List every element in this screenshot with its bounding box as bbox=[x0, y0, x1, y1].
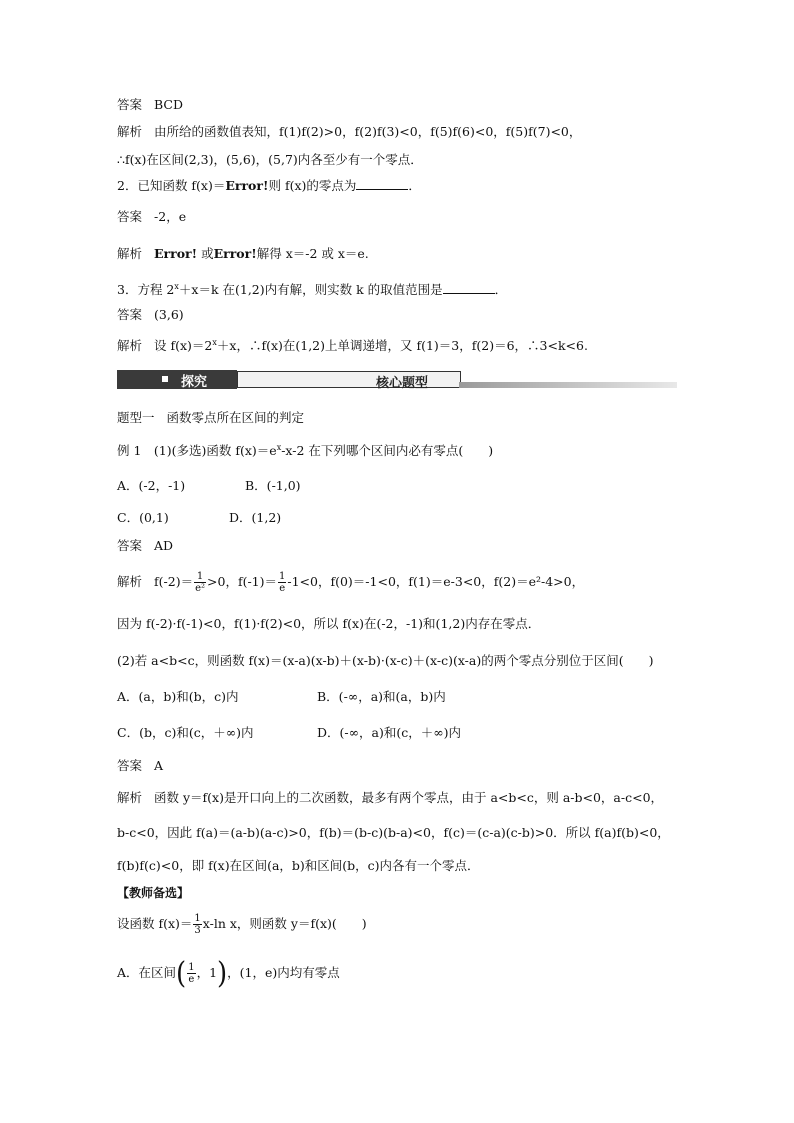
right-paren: ) bbox=[217, 956, 228, 991]
type-heading: 题型一 函数零点所在区间的判定 bbox=[117, 410, 305, 425]
question-3: 3．方程 $2^x+x=k$ 在(1,2)内有解，则实数 k 的取值范围是 ． bbox=[117, 282, 508, 298]
example-1-part2: (2)若 a<b<c，则函数 f(x)＝(x-a)(x-b)＋(x-b)·(x-c)＋(x-c)(x-a)的两个零点分别位于区间( ) bbox=[117, 653, 654, 668]
answer-3: 答案 (3,6) bbox=[117, 307, 184, 322]
section-banner bbox=[117, 370, 677, 389]
answer-5: 答案 A bbox=[117, 758, 164, 773]
answer-blank bbox=[443, 282, 495, 294]
explanation-2: 解析 Error! 或Error!解得 x＝-2 或 x＝e. bbox=[117, 246, 369, 261]
explanation-5: 解析 函数 y＝f(x)是开口向上的二次函数，最多有两个零点，由于 a<b<c，则 a-b<0，a-c<0， bbox=[117, 790, 664, 805]
explanation-4: 解析 f(-2)＝ $\frac{1}{\text{e²}}$ >0，f(-1)＝ $\frac{1}{e}$ -1<0，f(0)＝-1<0，f(1)＝e-3<0，f(2)＝e²-4>0， bbox=[117, 571, 585, 594]
option-D1: D．(1,2) bbox=[229, 510, 282, 525]
option-B1: B．(-1,0) bbox=[245, 478, 301, 493]
fraction: $\frac{1}{e}$ bbox=[188, 962, 195, 985]
banner-dark-tab bbox=[117, 370, 237, 389]
question-2: 2．已知函数 f(x)＝Error!则 f(x)的零点为 ． bbox=[117, 178, 421, 193]
answer-blank bbox=[356, 178, 408, 190]
option-C1: C．(0,1) bbox=[117, 510, 169, 525]
answer-4: 答案 AD bbox=[117, 538, 174, 553]
banner-box bbox=[237, 371, 461, 391]
option-C2: C．(b，c)和(c，＋∞)内 bbox=[117, 725, 254, 740]
explanation-5-line2: b-c<0，因此 f(a)＝(a-b)(a-c)>0，f(b)＝(b-c)(b-a)<0，f(c)＝(c-a)(c-b)>0．所以 f(a)f(b)<0， bbox=[117, 825, 670, 840]
option-B2: B．(-∞，a)和(a，b)内 bbox=[317, 689, 446, 704]
banner-left-label: 探究 bbox=[181, 375, 208, 390]
banner-gradient-rule bbox=[459, 382, 677, 388]
banner-right-label: 核心题型 bbox=[376, 376, 429, 391]
explanation-1: 解析 由所给的函数值表知，f(1)f(2)>0，f(2)f(3)<0，f(5)f(6)<0，f(5)f(7)<0， bbox=[117, 124, 582, 139]
explanation-3: 解析 设 $f(x)=2^x+x$，∴f(x)在(1,2)上单调递增，又 f(1)＝3，f(2)＝6，∴3<k<6. bbox=[117, 338, 588, 354]
answer-2: 答案 -2，e bbox=[117, 209, 187, 224]
example-1-part1: 例 1 (1)(多选)函数 $f(x)=e^x-x-2$ 在下列哪个区间内必有零点( ) bbox=[117, 443, 494, 459]
question-4: 设函数 f(x)＝ $\frac{1}{3}$ x-ln x，则函数 y＝f(x)( ) bbox=[117, 913, 367, 936]
explanation-4-line2: 因为 f(-2)·f(-1)<0，f(1)·f(2)<0，所以 f(x)在(-2，-1)和(1,2)内存在零点． bbox=[117, 616, 541, 631]
option-A2: A．(a，b)和(b，c)内 bbox=[117, 689, 239, 704]
option-D2: D．(-∞，a)和(c，＋∞)内 bbox=[317, 725, 462, 740]
explanation-1-line2: ∴f(x)在区间(2,3)，(5,6)，(5,7)内各至少有一个零点． bbox=[117, 152, 423, 167]
answer-1: 答案 BCD bbox=[117, 97, 184, 112]
fraction: $\frac{1}{\text{e²}}$ bbox=[195, 571, 206, 594]
fraction: $\frac{1}{3}$ bbox=[194, 913, 201, 936]
fraction: $\frac{1}{e}$ bbox=[279, 571, 286, 594]
option-A3: A．在区间( $\frac{1}{e}$ ，1)，(1，e)内均有零点 bbox=[117, 956, 340, 991]
explanation-5-line3: f(b)f(c)<0，即 f(x)在区间(a，b)和区间(b，c)内各有一个零点． bbox=[117, 858, 480, 873]
teacher-selection-heading: 【教师备选】 bbox=[117, 886, 190, 900]
option-A1: A．(-2，-1) bbox=[117, 478, 186, 493]
square-bullet-icon bbox=[162, 376, 168, 382]
left-paren: ( bbox=[176, 956, 187, 991]
